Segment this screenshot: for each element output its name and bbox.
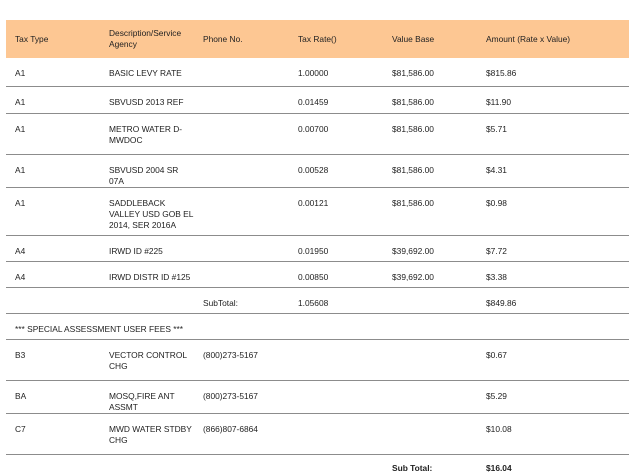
description-cell: BASIC LEVY RATE <box>109 68 182 78</box>
phone-cell <box>194 86 289 113</box>
value-base-cell: $39,692.00 <box>383 261 477 287</box>
description-cell: IRWD ID #225 <box>100 235 194 261</box>
phone-cell <box>194 235 289 261</box>
tax-type-cell: B3 <box>6 339 100 380</box>
value-base-cell: $81,586.00 <box>383 154 477 187</box>
value-base-cell: $39,692.00 <box>383 235 477 261</box>
description-cell: METRO WATER D-MWDOC <box>100 113 194 154</box>
amount-cell: $3.38 <box>477 261 629 287</box>
tax-rate-cell: 1.00000 <box>298 68 329 78</box>
table-row <box>6 380 629 413</box>
tax-type-cell: A4 <box>6 235 100 261</box>
value-base-cell: $81,586.00 <box>383 113 477 154</box>
tax-type-cell: A4 <box>6 261 100 287</box>
amount-cell: $11.90 <box>477 86 629 113</box>
amount-cell: $815.86 <box>486 68 517 78</box>
special-assessment-header-row <box>6 313 629 339</box>
tax-rate-cell: 0.00850 <box>289 261 383 287</box>
value-base-cell: $81,586.00 <box>383 86 477 113</box>
phone-cell <box>194 154 289 187</box>
tax-rate-cell: 0.01459 <box>289 86 383 113</box>
table-row <box>6 86 629 113</box>
tax-type-cell: A1 <box>6 113 100 154</box>
tax-rate-cell: 0.00121 <box>289 187 383 235</box>
amount-cell: $4.31 <box>477 154 629 187</box>
tax-type-cell: BA <box>6 380 100 413</box>
phone-cell: (800)273-5167 <box>194 339 289 380</box>
tax-table <box>6 20 629 476</box>
amount-cell: $0.98 <box>477 187 629 235</box>
description-cell: MOSQ,FIRE ANT ASSMT <box>100 380 194 413</box>
tax-type-cell: A1 <box>6 154 100 187</box>
header-tax-type: Tax Type <box>15 33 49 44</box>
fee-subtotal-row <box>6 454 629 476</box>
table-row <box>6 187 629 235</box>
subtotal-row <box>6 287 629 313</box>
fee-subtotal-amount: $16.04 <box>486 462 512 473</box>
table-row <box>6 339 629 380</box>
tax-rate-cell: 0.01950 <box>289 235 383 261</box>
fee-subtotal-label: Sub Total: <box>392 462 433 473</box>
table-header-row <box>6 20 629 58</box>
table-row <box>6 261 629 287</box>
description-cell: SBVUSD 2004 SR 07A <box>100 154 194 187</box>
phone-cell: (866)807-6864 <box>194 413 289 454</box>
tax-rate-cell: 0.00528 <box>289 154 383 187</box>
subtotal-amount: $849.86 <box>477 287 629 313</box>
header-amount: Amount (Rate x Value) <box>486 33 571 44</box>
header-description: Description/Service Agency <box>109 28 182 49</box>
amount-cell: $5.29 <box>477 380 629 413</box>
header-phone: Phone No. <box>203 33 243 44</box>
phone-cell: (800)273-5167 <box>194 380 289 413</box>
phone-cell <box>194 113 289 154</box>
description-cell: IRWD DISTR ID #125 <box>100 261 194 287</box>
header-value-base: Value Base <box>392 33 435 44</box>
table-row <box>6 113 629 154</box>
phone-cell <box>194 261 289 287</box>
header-tax-rate: Tax Rate() <box>298 33 337 44</box>
special-assessment-header: *** SPECIAL ASSESSMENT USER FEES *** <box>6 313 629 339</box>
table-row <box>6 413 629 454</box>
table-row <box>6 58 629 86</box>
value-base-cell: $81,586.00 <box>392 68 434 78</box>
amount-cell: $10.08 <box>477 413 629 454</box>
description-cell: VECTOR CONTROL CHG <box>100 339 194 380</box>
description-cell: MWD WATER STDBY CHG <box>100 413 194 454</box>
tax-type-cell: A1 <box>15 68 26 78</box>
phone-cell <box>194 187 289 235</box>
value-base-cell: $81,586.00 <box>383 187 477 235</box>
tax-type-cell: A1 <box>6 187 100 235</box>
amount-cell: $0.67 <box>477 339 629 380</box>
description-cell: SBVUSD 2013 REF <box>100 86 194 113</box>
tax-rate-cell: 0.00700 <box>289 113 383 154</box>
tax-type-cell: C7 <box>6 413 100 454</box>
description-cell: SADDLEBACK VALLEY USD GOB EL 2014, SER 2016A <box>100 187 194 235</box>
subtotal-label: SubTotal: <box>194 287 289 313</box>
amount-cell: $7.72 <box>477 235 629 261</box>
table-row <box>6 235 629 261</box>
table-row <box>6 154 629 187</box>
amount-cell: $5.71 <box>477 113 629 154</box>
phone-cell <box>194 58 289 86</box>
subtotal-rate: 1.05608 <box>289 287 383 313</box>
tax-type-cell: A1 <box>6 86 100 113</box>
